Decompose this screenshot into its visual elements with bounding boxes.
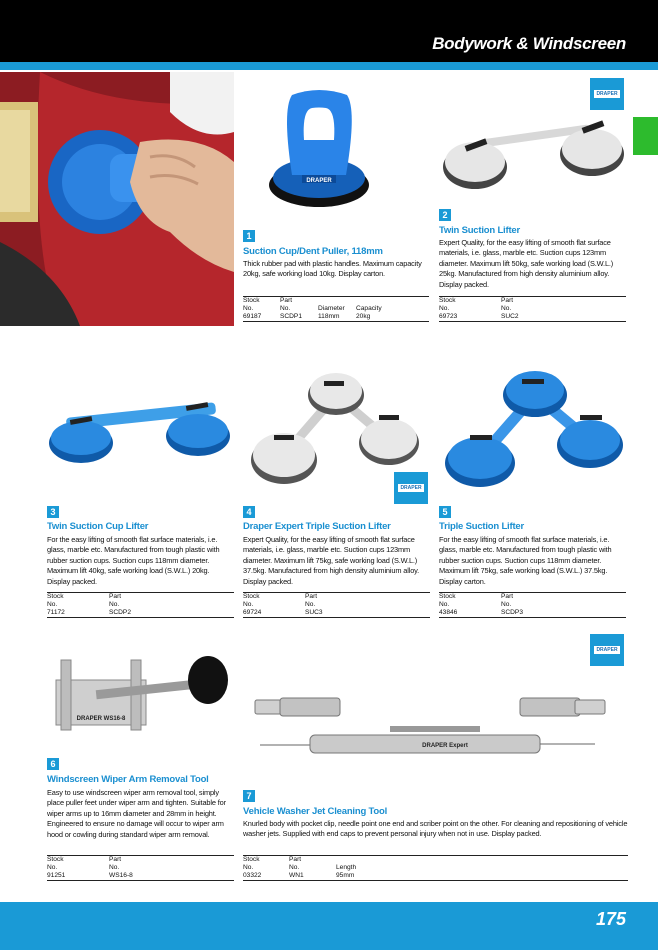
header-stripe [0, 62, 658, 70]
product-5-description: For the easy lifting of smooth flat surface materials, i.e. glass, marble etc. Manufactured from tough plastic with rubber suction cups. Suction cups 118mm diameter. Maximum lift 75kg, safe working load (S.W.L.) 37.5kg. Display carton. [439, 535, 612, 586]
part-no: SUC2 [501, 312, 626, 321]
part-no: SCDP2 [109, 608, 234, 617]
part-no-header: Part No. [280, 297, 318, 313]
stock-no-header: Stock No. [47, 856, 109, 872]
draper-expert-logo-1 [590, 78, 624, 110]
product-6-title: Windscreen Wiper Arm Removal Tool [47, 774, 209, 785]
product-5-number: 5 [439, 506, 451, 518]
product-2-description: Expert Quality, for the easy lifting of smooth flat surface materials, i.e. glass, marble etc. Suction cups 123mm diameter. Maximum lift 50kg, safe working load (S.W.L.) 25kg. Manufactured from high density aluminium alloy. Display packed. [439, 238, 614, 289]
product-4-image [244, 365, 429, 495]
logo-text: DRAPER [594, 90, 620, 98]
product-2-image [440, 112, 630, 197]
product-7-image [250, 690, 610, 765]
stock-no-header: Stock No. [243, 297, 280, 313]
stock-no: 43846 [439, 608, 501, 617]
stock-no: 03322 [243, 871, 289, 880]
product-1-title: Suction Cup/Dent Puller, 118mm [243, 246, 383, 257]
product-6-logo: DRAPER WS16-8 [76, 716, 126, 722]
stock-no: 69723 [439, 312, 501, 321]
product-5-spec-table [439, 592, 626, 618]
car-photo [0, 72, 234, 326]
part-no-header: Part No. [109, 856, 234, 872]
part-no-header: Part No. [289, 856, 336, 872]
product-7-spec-table [243, 855, 628, 881]
product-5-image [440, 363, 628, 493]
product-2-spec-table [439, 296, 626, 322]
draper-expert-logo-3 [590, 634, 624, 666]
product-3-spec-table [47, 592, 234, 618]
product-2-number: 2 [439, 209, 451, 221]
product-6-image [46, 650, 232, 745]
stock-no: 71172 [47, 608, 109, 617]
product-3-number: 3 [47, 506, 59, 518]
product-4-spec-table [243, 592, 430, 618]
footer-bar [0, 902, 658, 950]
product-2-title: Twin Suction Lifter [439, 225, 520, 236]
part-no-header: Part No. [501, 593, 626, 609]
diameter: 118mm [318, 312, 356, 321]
product-1-logo: DRAPER [306, 178, 332, 184]
product-4-number: 4 [243, 506, 255, 518]
stock-no-header: Stock No. [439, 593, 501, 609]
product-6-description: Easy to use windscreen wiper arm removal tool, simply place puller feet under wiper arm and tighten. Suitable for wiper arms up to 16mm diameter and 28mm in height. Engineered to ensure no damage will occur to wiper arm hood or cowling during standard wiper arm removal. [47, 788, 226, 839]
product-1-number: 1 [243, 230, 255, 242]
product-1-image [262, 80, 377, 215]
length: 95mm [336, 871, 628, 880]
stock-no-header: Stock No. [243, 593, 305, 609]
part-no-header: Part No. [305, 593, 430, 609]
logo-text: DRAPER [594, 646, 620, 654]
stock-no: 69187 [243, 312, 280, 321]
stock-no-header: Stock No. [243, 856, 289, 872]
product-1-spec-table [243, 296, 429, 322]
product-1-description: Thick rubber pad with plastic handles. Maximum capacity 20kg, safe working load 10kg. Display carton. [243, 259, 422, 279]
product-3-description: For the easy lifting of smooth flat surface materials, i.e. glass, marble etc. Manufactured from tough plastic with rubber suction cups. Suction cups 118mm diameter. Maximum lift 40kg, safe working load (S.W.L.) 20kg. Display packed. [47, 535, 220, 586]
product-7-description: Knurled body with pocket clip, needle point one end and scriber point on the other. For cleaning and repositioning of vehicle washer jets. Supplied with end caps to prevent personal injury when not in use. Display packed. [243, 819, 628, 839]
part-no: SUC3 [305, 608, 430, 617]
stock-no-header: Stock No. [47, 593, 109, 609]
product-3-image [46, 388, 236, 468]
diameter-header: Diameter [318, 297, 356, 313]
part-no-header: Part No. [109, 593, 234, 609]
product-4-description: Expert Quality, for the easy lifting of smooth flat surface materials, i.e. glass, marble etc. Suction cups 123mm diameter. Maximum lift 75kg, safe working load (S.W.L.) 37.5kg. Manufactured from high density aluminium alloy. Display packed. [243, 535, 420, 586]
product-7-title: Vehicle Washer Jet Cleaning Tool [243, 806, 388, 817]
stock-no: 69724 [243, 608, 305, 617]
part-no-header: Part No. [501, 297, 626, 313]
section-title: Bodywork & Windscreen [432, 34, 626, 53]
product-7-logo: DRAPER Expert [422, 743, 468, 749]
capacity-header: Capacity [356, 297, 429, 313]
product-7-number: 7 [243, 790, 255, 802]
product-5-title: Triple Suction Lifter [439, 521, 525, 532]
product-4-title: Draper Expert Triple Suction Lifter [243, 521, 391, 532]
part-no: SCDP1 [280, 312, 318, 321]
part-no: WS16-8 [109, 871, 234, 880]
product-6-spec-table [47, 855, 234, 881]
part-no: WN1 [289, 871, 336, 880]
section-tab [633, 117, 658, 155]
capacity: 20kg [356, 312, 429, 321]
stock-no-header: Stock No. [439, 297, 501, 313]
product-3-title: Twin Suction Cup Lifter [47, 521, 149, 532]
part-no: SCDP3 [501, 608, 626, 617]
logo-text: DRAPER [398, 484, 424, 492]
stock-no: 91251 [47, 871, 109, 880]
product-6-number: 6 [47, 758, 59, 770]
length-header: Length [336, 856, 628, 872]
page-number: 175 [595, 909, 626, 929]
